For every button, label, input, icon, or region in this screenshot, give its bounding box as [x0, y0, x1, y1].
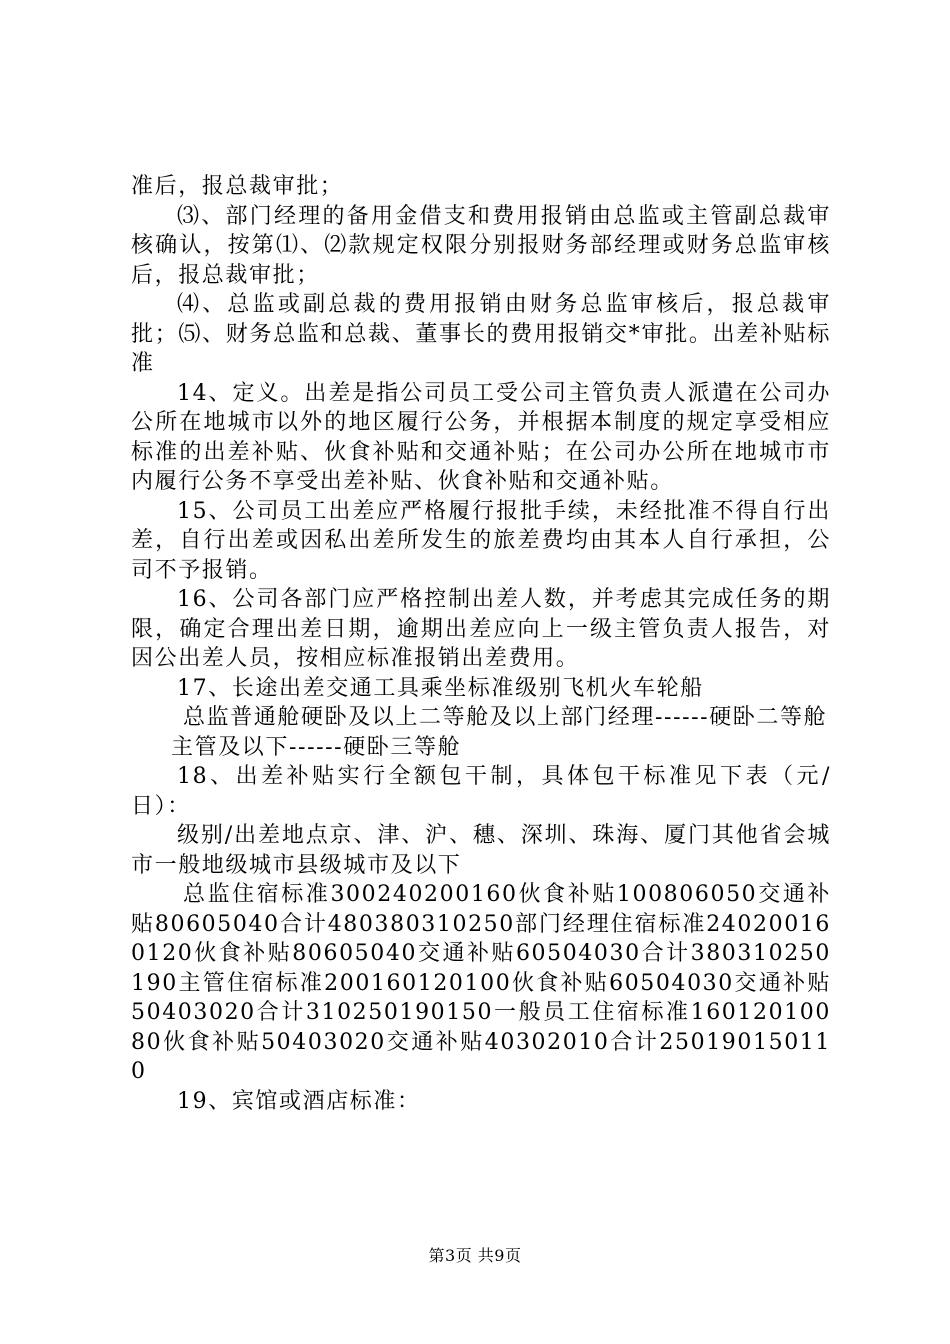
page-number-footer: 第3页 共9页: [428, 1246, 522, 1265]
paragraph-18-allowance: 18、出差补贴实行全额包干制，具体包干标准见下表（元/日）：: [131, 764, 831, 819]
paragraph-item-4-5: ⑷、总监或副总裁的费用报销由财务总监审核后，报总裁审批；⑸、财务总监和总裁、董事长的费用报销交*审批。出差补贴标准: [131, 292, 831, 376]
paragraph-item-3: ⑶、部门经理的备用金借支和费用报销由总监或主管副总裁审核确认，按第⑴、⑵款规定权限分别报财务部经理或财务总监审核后，报总裁审批；: [131, 203, 831, 288]
paragraph-transport-supervisor: 主管及以下------硬卧三等舱: [171, 734, 462, 760]
paragraph-transport-director: 总监普通舱硬卧及以上二等舱及以上部门经理------硬卧二等舱: [183, 705, 828, 730]
paragraph-allowance-header: 级别/出差地点京、津、沪、穗、深圳、珠海、厦门其他省会城市一般地级城市县级城市及以下: [131, 823, 831, 878]
paragraph-19-hotel: 19、宾馆或酒店标准：: [177, 1088, 421, 1114]
paragraph-allowance-values: 总监住宿标准300240200160伙食补贴100806050交通补贴80605040合计480380310250部门经理住宿标准240200160120伙食补贴80605040交通补贴60504030合计380310250190主管住宿标准200160120100伙食补贴60504030交通补贴50403020合计310250190150一般员工住宿标准16012010080伙食补贴50403020交通补贴40302010合计250190150110: [131, 882, 831, 1084]
paragraph-continuation: 准后，报总裁审批；: [131, 174, 344, 199]
paragraph-15-approval: 15、公司员工出差应严格履行报批手续，未经批准不得自行出差，自行出差或因私出差所发生的旅差费均由其本人自行承担，公司不予报销。: [131, 498, 831, 583]
paragraph-16-control: 16、公司各部门应严格控制出差人数，并考虑其完成任务的期限，确定合理出差日期，逾期出差应向上一级主管负责人报告，对因公出差人员，按相应标准报销出差费用。: [131, 587, 831, 671]
document-body: [131, 172, 831, 1116]
paragraph-14-definition: 14、定义。出差是指公司员工受公司主管负责人派遣在公司办公所在地城市以外的地区履行公务，并根据本制度的规定享受相应标准的出差补贴、伙食补贴和交通补贴；在公司办公所在地城市市内履行公务不享受出差补贴、伙食补贴和交通补贴。: [131, 380, 831, 494]
paragraph-17-transport: 17、长途出差交通工具乘坐标准级别飞机火车轮船: [177, 675, 704, 701]
